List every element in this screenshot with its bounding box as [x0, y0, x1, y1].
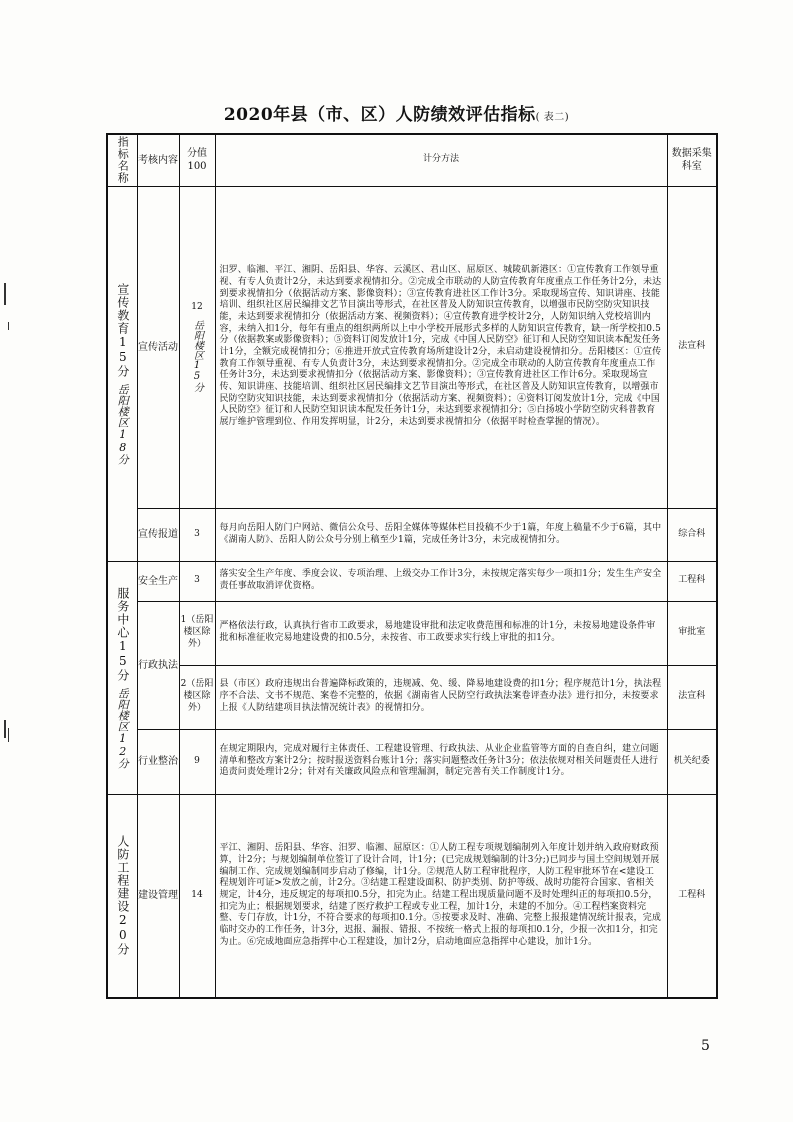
scan-mark: [4, 283, 6, 305]
header-assessment-content: 考核内容: [137, 134, 179, 186]
page-number: 5: [701, 1038, 710, 1054]
table-row: [107, 186, 717, 508]
method-cell: 落实安全生产年度、季度会议、专项治理、上级交办工作计3分，未按规定落实每少一项扣1分；发生生产安全责任事故取消评优资格。: [215, 561, 667, 601]
score-cell: 3: [179, 561, 215, 601]
section-xuanchuan: [107, 186, 137, 561]
method-cell: 县（市区）政府违规出台普遍降标政策的，违规减、免、缓、降易地建设费的扣1分；程序规范计1分，执法程序不合法、文书不规范、案卷不完整的，依据《湖南省人民防空行政执法案卷评查办法》进行扣分，未按要求上报《人防结建项目执法情况统计表》的视情扣分。: [215, 665, 667, 729]
item-cell: 安全生产: [137, 561, 179, 601]
page-title: [0, 100, 793, 125]
method-cell: 在规定期限内，完成对履行主体责任、工程建设管理、行政执法、从业企业监管等方面的自查自纠，建立问题清单和整改方案计2分；按时报送资料台账计1分；落实问题整改任务计3分；依法依规对相关问题责任人进行追责问责处理计2分；针对有关廉政风险点和管理漏洞，制定完善有关工作制度计1分。: [215, 729, 667, 794]
scan-mark: [4, 720, 6, 738]
dept-cell: 审批室: [667, 601, 717, 665]
section-name: 服务中心15分: [115, 586, 130, 682]
section-note: 岳阳楼区12分: [116, 687, 130, 769]
score-cell: 3: [179, 508, 215, 561]
page-title-sub: ( 表二): [535, 112, 570, 123]
score-cell: 2（岳阳楼区除外）: [179, 665, 215, 729]
dept-cell: 法宣科: [667, 186, 717, 508]
item-cell: 建设管理: [137, 794, 179, 998]
score-cell: 9: [179, 729, 215, 794]
method-cell: 汨罗、临湘、平江、湘阴、岳阳县、华容、云溪区、君山区、屈原区、城陵矶新港区：①宣传教育工作领导重视、有专人负责计2分，未达到要求视情扣分。②完成全市联动的人防宣传教育年度重点工作任务计2分，未达到要求视情扣分（依据活动方案、影像资料）；③宣传教育进社区工作计3分。采取现场宣传、知识讲座、技能培训、组织社区居民编排文艺节目演出等形式，在社区普及人防知识宣传教育，以增强市民防空防灾知识技能，未达到要求视情扣分（依据活动方案、视频资料）；④宣传教育进学校计2分，人防知识纳入党校培训内容，未纳入扣1分，每年有重点的组织两所以上中小学校开展形式多样的人防知识宣传教育，缺一所学校扣0.5分（依据教案或影像资料）；⑤资料订阅发放计1分，完成《中国人民防空》征订和人民防空知识读本配发任务计1分，全额完成视情扣分；⑥推进开放式宣传教育场所建设计2分，未启动建设视情扣分。岳阳楼区：①宣传教育工作领导重视、有专人负责计3分，未达到要求视情扣分。②完成全市联动的人防宣传教育年度重点工作任务计3分，未达到要求视情扣分（依据活动方案、影像资料）；③宣传教育进社区工作计6分。采取现场宣传、知识讲座、技能培训、组织社区居民编排文艺节目演出等形式，在社区普及人防知识宣传教育，以增强市民防空防灾知识技能，未达到要求视情扣分（依据活动方案、视频资料）；④资料订阅发放计1分，完成《中国人民防空》征订和人民防空知识读本配发任务计1分，未达到要求视情扣分；⑤白扬坡小学防空防灾科普教育展厅维护管理到位、作用发挥明显，计2分，未达到要求视情扣分（依据平时检查掌握的情况）。: [215, 186, 667, 508]
table-header-row: [107, 134, 717, 186]
score-cell: 12 岳阳楼区15分: [179, 186, 215, 508]
method-cell: 平江、湘阴、岳阳县、华容、汨罗、临湘、屈原区：①人防工程专项规划编制列入年度计划并纳入政府财政预算，计2分；与规划编制单位签订了设计合同，计1分；(已完成规划编制的计3分;)已同步与国土空间规划开展编制工作、完成规划编制同步启动了修编，计1分。②规范人防工程审批程序，人防工程审批环节在<建设工程规划许可证>发放之前，计2分。③结建工程建设面积、防护类别、防护等级、战时功能符合国家、省相关规定，计4分，违反规定的每项扣0.5分，扣完为止。结建工程出现质量问题不及时处理纠正的每项扣0.5分，扣完为止；根据规划要求，结建了医疗救护工程或专业工程，加计1分，未建的不加分。④工程档案资料完整、专门存放，计1分，不符合要求的每项扣0.1分。⑤按要求及时、准确、完整上报报建情况统计报表，完成临时交办的工作任务，计3分，迟报、漏报、错报、不按统一格式上报的每项扣0.1分，少报一次扣1分，扣完为止。⑥完成地面应急指挥中心工程建设，加计2分，启动地面应急指挥中心建设，加计1分。: [215, 794, 667, 998]
section-name: 宣传教育15分: [115, 282, 130, 378]
score-cell: 1（岳阳楼区除外）: [179, 601, 215, 665]
item-cell: 宣传报道: [137, 508, 179, 561]
section-renfang: [107, 794, 137, 998]
score-cell: 14: [179, 794, 215, 998]
item-cell: 行业整治: [137, 729, 179, 794]
dept-cell: 工程科: [667, 794, 717, 998]
scan-mark: [8, 728, 9, 742]
scan-mark: [8, 322, 9, 330]
section-note: 岳阳楼区18分: [116, 383, 130, 465]
header-indicator-name: 指标名称: [107, 134, 137, 186]
table-row: [107, 794, 717, 998]
table-row: [107, 508, 717, 561]
dept-cell: 综合科: [667, 508, 717, 561]
table-row: [107, 665, 717, 729]
dept-cell: 工程科: [667, 561, 717, 601]
header-scoring-method: 计分方法: [215, 134, 667, 186]
item-cell: 行政执法: [137, 601, 179, 729]
header-data-dept: 数据采集科室: [667, 134, 717, 186]
dept-cell: 机关纪委: [667, 729, 717, 794]
item-cell: 宣传活动: [137, 186, 179, 508]
table-row: [107, 601, 717, 665]
table-row: [107, 561, 717, 601]
method-cell: 严格依法行政，认真执行省市工政要求，易地建设审批和法定收费范围和标准的计1分，未按易地建设条件审批和标准征收完易地建设费的扣0.5分，未按省、市工政要求实行线上审批的扣1分。: [215, 601, 667, 665]
dept-cell: 法宣科: [667, 665, 717, 729]
page-title-main: 2020年县（市、区）人防绩效评估指标: [223, 105, 536, 125]
section-name: 人防工程建设20分: [115, 835, 130, 957]
method-cell: 每月向岳阳人防门户网站、微信公众号、岳阳全媒体等媒体栏目投稿不少于1篇，年度上稿量不少于6篇，其中《湖南人防》、岳阳人防公众号分别上稿至少1篇，完成任务计3分，未完成视情扣分。: [215, 508, 667, 561]
header-score: 分值 100: [179, 134, 215, 186]
section-fuwu: [107, 561, 137, 794]
table-row: [107, 729, 717, 794]
evaluation-table: [106, 133, 718, 999]
